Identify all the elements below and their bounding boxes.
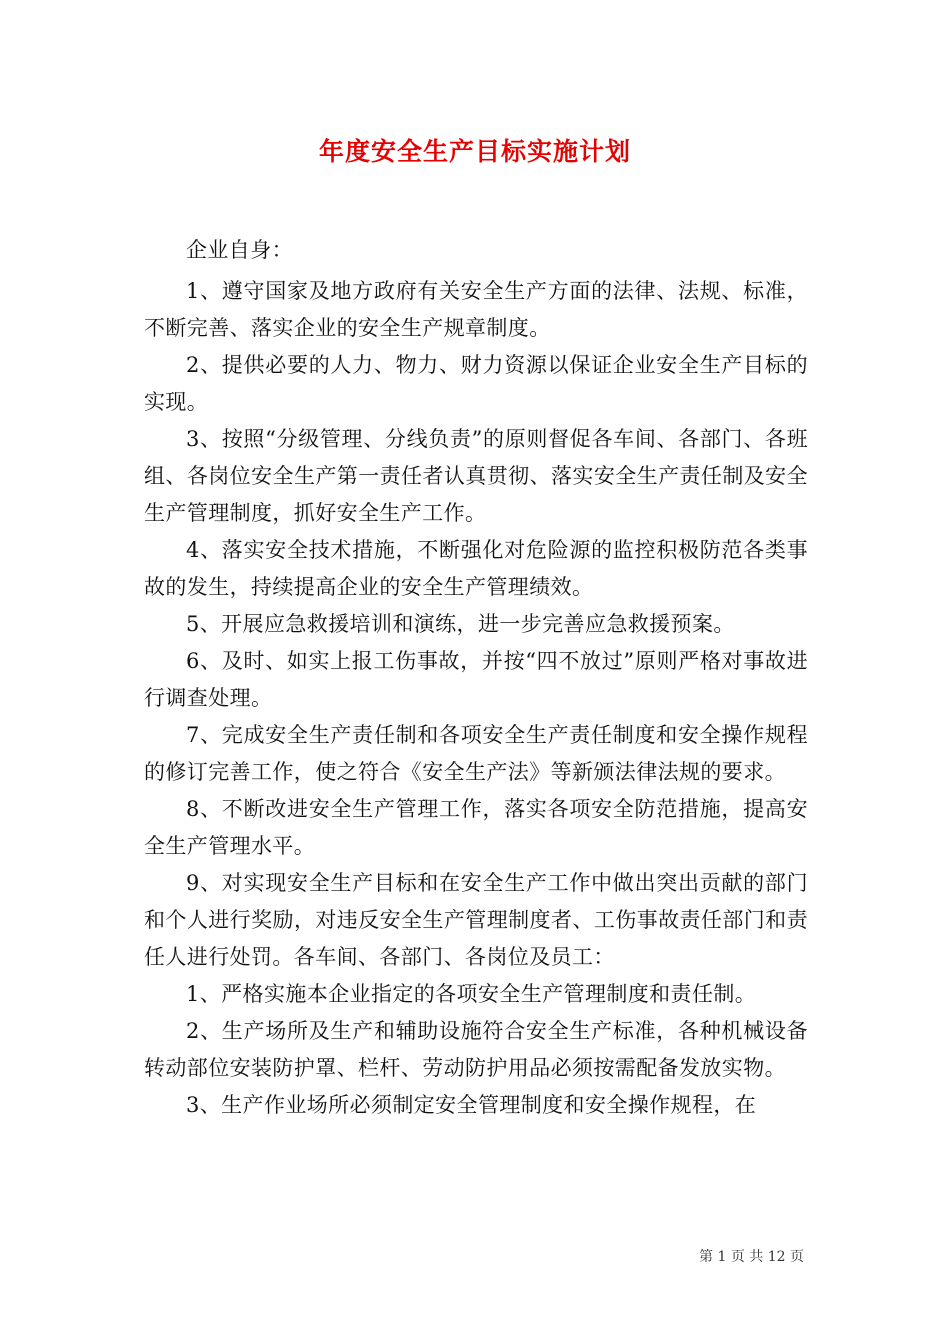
paragraph-item-2: 2、提供必要的人力、物力、财力资源以保证企业安全生产目标的实现。 bbox=[144, 353, 808, 414]
paragraph-staff-item-3: 3、生产作业场所必须制定安全管理制度和安全操作规程，在 bbox=[186, 1093, 757, 1117]
paragraph-staff-item-2: 2、生产场所及生产和辅助设施符合安全生产标准，各种机械设备转动部位安装防护罩、栏杆、劳动防护用品必须按需配备发放实物。 bbox=[144, 1019, 808, 1080]
paragraph-intro: 企业自身： bbox=[186, 238, 293, 262]
paragraph-item-7: 7、完成安全生产责任制和各项安全生产责任制度和安全操作规程的修订完善工作，使之符合《安全生产法》等新颁法律法规的要求。 bbox=[144, 723, 808, 784]
paragraph-item-5: 5、开展应急救援培训和演练，进一步完善应急救援预案。 bbox=[186, 612, 735, 636]
paragraph-staff-item-1: 1、严格实施本企业指定的各项安全生产管理制度和责任制。 bbox=[186, 982, 757, 1006]
paragraph-item-4: 4、落实安全技术措施，不断强化对危险源的监控积极防范各类事故的发生，持续提高企业的安全生产管理绩效。 bbox=[144, 538, 808, 599]
paragraph-item-1: 1、遵守国家及地方政府有关安全生产方面的法律、法规、标准，不断完善、落实企业的安全生产规章制度。 bbox=[144, 279, 808, 340]
document-body bbox=[144, 232, 808, 1124]
paragraph-item-9: 9、对实现安全生产目标和在安全生产工作中做出突出贡献的部门和个人进行奖励，对违反安全生产管理制度者、工伤事故责任部门和责任人进行处罚。各车间、各部门、各岗位及员工： bbox=[144, 871, 808, 969]
page-number: 第 1 页 共 12 页 bbox=[699, 1249, 804, 1265]
document-title: 年度安全生产目标实施计划 bbox=[318, 137, 631, 166]
paragraph-item-3: 3、按照“分级管理、分线负责”的原则督促各车间、各部门、各班组、各岗位安全生产第一责任者认真贯彻、落实安全生产责任制及安全生产管理制度，抓好安全生产工作。 bbox=[144, 427, 808, 525]
paragraph-item-8: 8、不断改进安全生产管理工作，落实各项安全防范措施，提高安全生产管理水平。 bbox=[144, 797, 808, 858]
paragraph-item-6: 6、及时、如实上报工伤事故，并按“四不放过”原则严格对事故进行调查处理。 bbox=[144, 649, 808, 710]
